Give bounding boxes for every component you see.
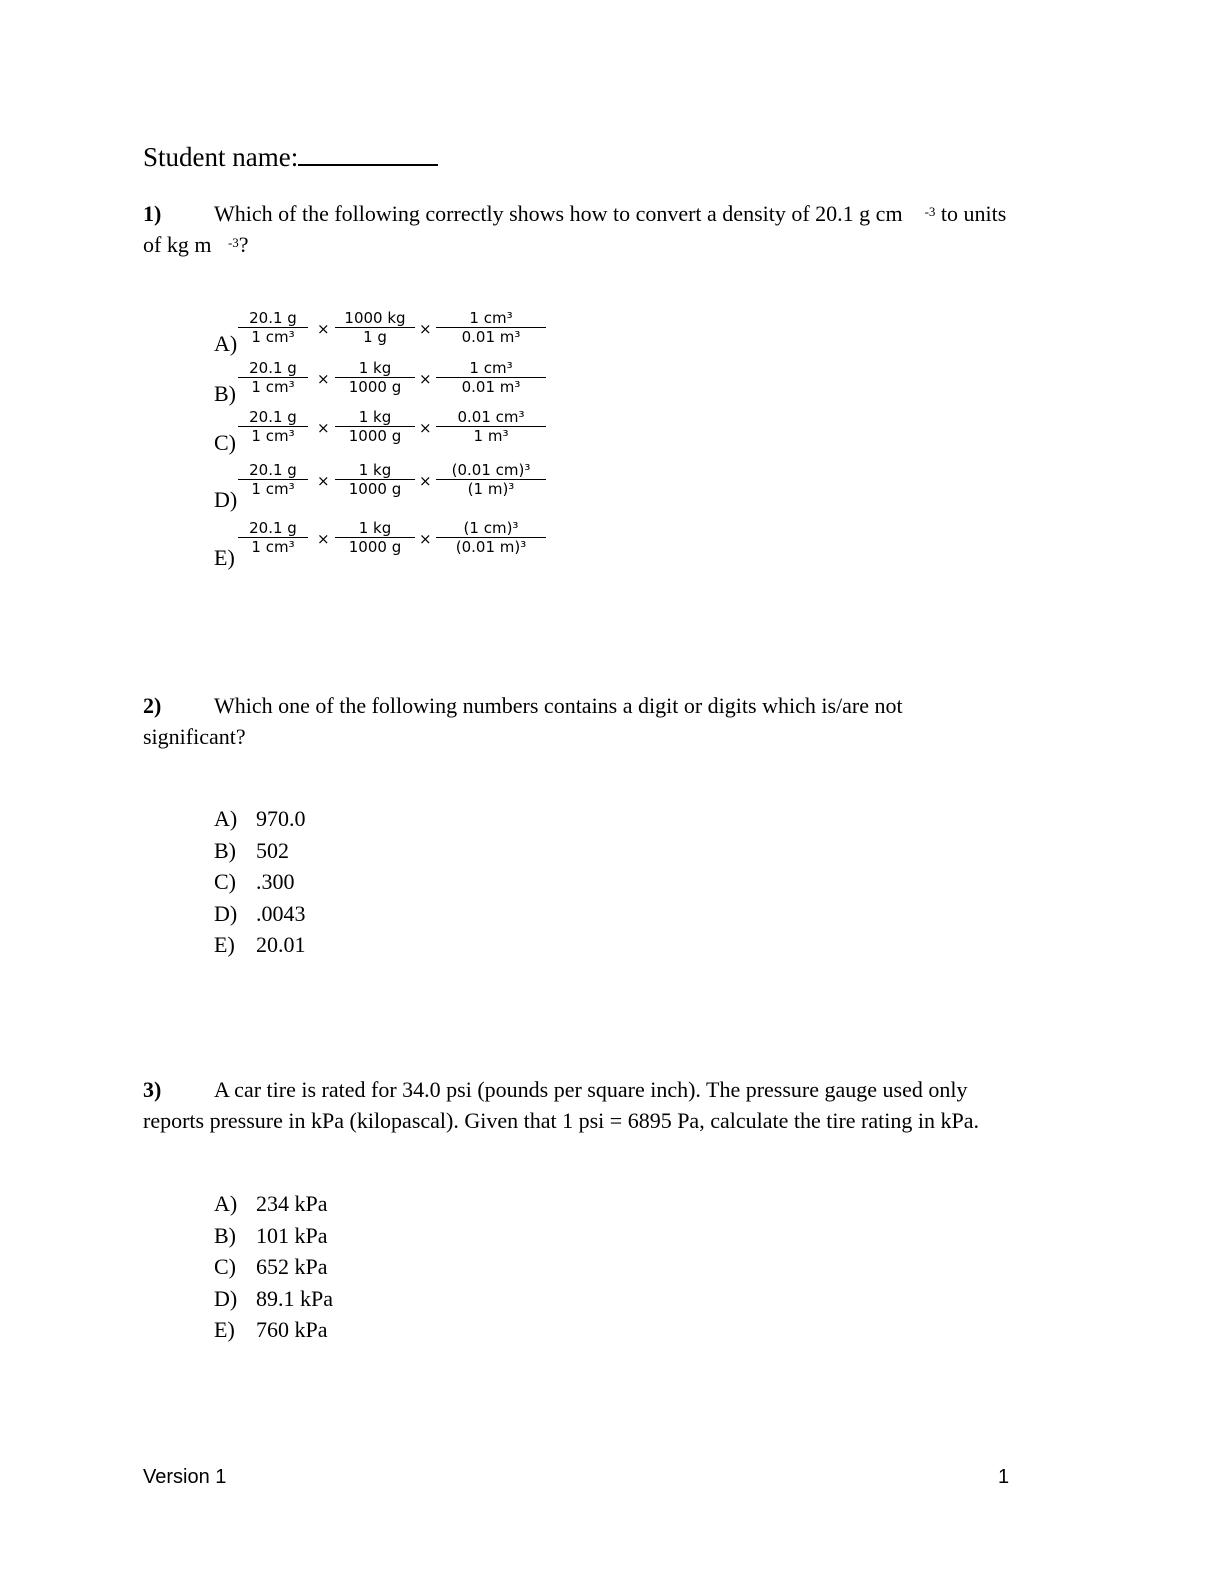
multiply-sign: × xyxy=(317,472,330,490)
option-label: A) xyxy=(214,331,238,356)
multiply-sign: × xyxy=(317,320,330,338)
option-label: C) xyxy=(214,869,236,894)
fraction-numerator: 1 kg xyxy=(335,461,415,480)
footer-page-number: 1 xyxy=(998,1466,1010,1488)
multiply-sign: × xyxy=(317,370,330,388)
student-name-label: Student name: xyxy=(143,142,299,172)
student-name-blank[interactable] xyxy=(298,142,438,166)
option-value: .0043 xyxy=(256,900,306,926)
option-value: .300 xyxy=(256,869,295,894)
option-label: E) xyxy=(214,932,235,957)
option-c[interactable] xyxy=(214,1251,333,1283)
option-a[interactable] xyxy=(214,1188,333,1220)
fraction xyxy=(436,309,546,346)
question-text: of kg m xyxy=(143,232,212,257)
fraction xyxy=(436,359,546,396)
fraction-denominator: 1000 g xyxy=(348,480,402,498)
multiply-sign: × xyxy=(419,530,432,548)
option-label: B) xyxy=(214,837,236,863)
question-number: 1) xyxy=(143,201,162,226)
option-value: 970.0 xyxy=(256,806,306,831)
fraction-denominator: 0.01 m³ xyxy=(461,328,521,346)
option-value: 652 kPa xyxy=(256,1254,328,1279)
fraction-denominator: (0.01 m)³ xyxy=(455,538,527,556)
option-d[interactable] xyxy=(214,898,306,930)
question-text: A car tire is rated for 34.0 psi (pounds per square inch). The pressure gauge used only xyxy=(214,1077,968,1102)
fraction-numerator: 20.1 g xyxy=(238,519,308,538)
option-label: C) xyxy=(214,430,236,455)
fraction-numerator: 1 cm³ xyxy=(436,359,546,378)
option-value: 502 xyxy=(256,837,289,863)
question-2-options xyxy=(214,803,306,961)
fraction-numerator: 20.1 g xyxy=(238,309,308,328)
footer-version: Version 1 xyxy=(143,1466,227,1488)
fraction xyxy=(335,519,415,556)
fraction-numerator: 20.1 g xyxy=(238,461,308,480)
option-b[interactable] xyxy=(214,1220,333,1252)
option-label: C) xyxy=(214,1254,236,1279)
fraction xyxy=(335,461,415,498)
option-value: 234 kPa xyxy=(256,1191,328,1216)
fraction xyxy=(238,461,308,498)
fraction-numerator: 1 kg xyxy=(335,408,415,427)
fraction-denominator: 0.01 m³ xyxy=(461,378,521,396)
option-label: D) xyxy=(214,900,238,926)
question-text: significant? xyxy=(143,724,246,749)
option-c[interactable] xyxy=(214,866,306,898)
fraction-numerator: (1 cm)³ xyxy=(436,519,546,538)
fraction-denominator: 1 cm³ xyxy=(251,328,295,346)
fraction-numerator: 20.1 g xyxy=(238,359,308,378)
fraction-numerator: 1 cm³ xyxy=(436,309,546,328)
option-a[interactable] xyxy=(214,309,554,355)
option-label: A) xyxy=(214,1191,238,1216)
question-3-options xyxy=(214,1188,333,1346)
fraction-numerator: 1 kg xyxy=(335,519,415,538)
option-d[interactable] xyxy=(214,461,554,512)
multiply-sign: × xyxy=(419,472,432,490)
option-label: A) xyxy=(214,806,238,831)
option-value: 101 kPa xyxy=(256,1222,328,1248)
question-text: ? xyxy=(238,232,249,257)
fraction-denominator: 1 g xyxy=(363,328,387,346)
question-text: Which one of the following numbers contains a digit or digits which is/are not xyxy=(214,693,903,718)
question-text: to units xyxy=(935,201,1007,226)
option-value: 760 kPa xyxy=(256,1317,328,1342)
fraction-numerator: 0.01 cm³ xyxy=(436,408,546,427)
option-d[interactable] xyxy=(214,1283,333,1315)
fraction-denominator: 1 cm³ xyxy=(251,378,295,396)
question-number: 3) xyxy=(143,1077,162,1102)
fraction xyxy=(238,359,308,396)
question-1 xyxy=(143,198,1083,260)
fraction-denominator: 1000 g xyxy=(348,538,402,556)
option-label: B) xyxy=(214,1222,236,1248)
question-text: reports pressure in kPa (kilopascal). Given that 1 psi = 6895 Pa, calculate the tire rating in kPa. xyxy=(143,1108,979,1133)
option-label: E) xyxy=(214,1317,235,1342)
multiply-sign: × xyxy=(317,419,330,437)
question-text: Which of the following correctly shows how to convert a density of 20.1 g cm xyxy=(214,201,903,226)
option-value: 89.1 kPa xyxy=(256,1285,333,1311)
fraction-denominator: 1 cm³ xyxy=(251,427,295,445)
fraction-denominator: 1 cm³ xyxy=(251,480,295,498)
option-e[interactable] xyxy=(214,519,554,570)
student-name-line xyxy=(143,142,438,173)
fraction xyxy=(238,519,308,556)
question-3 xyxy=(143,1074,1103,1136)
fraction xyxy=(238,309,308,346)
option-value: 20.01 xyxy=(256,932,306,957)
option-b[interactable] xyxy=(214,835,306,867)
fraction-denominator: 1000 g xyxy=(348,378,402,396)
fraction xyxy=(335,309,415,346)
multiply-sign: × xyxy=(317,530,330,548)
option-label: E) xyxy=(214,545,235,570)
superscript: -3 xyxy=(227,235,239,250)
option-b[interactable] xyxy=(214,359,554,405)
fraction xyxy=(436,408,546,445)
option-label: D) xyxy=(214,487,238,512)
superscript: -3 xyxy=(924,204,936,219)
fraction-denominator: 1000 g xyxy=(348,427,402,445)
fraction-denominator: 1 m³ xyxy=(473,427,509,445)
multiply-sign: × xyxy=(419,419,432,437)
fraction-denominator: (1 m)³ xyxy=(467,480,515,498)
option-e[interactable] xyxy=(214,1314,333,1346)
fraction-numerator: (0.01 cm)³ xyxy=(436,461,546,480)
option-c[interactable] xyxy=(214,408,554,454)
fraction xyxy=(436,519,546,556)
option-a[interactable] xyxy=(214,803,306,835)
question-2 xyxy=(143,690,1083,752)
fraction-numerator: 1000 kg xyxy=(335,309,415,328)
fraction xyxy=(335,408,415,445)
option-e[interactable] xyxy=(214,929,306,961)
question-number: 2) xyxy=(143,693,162,718)
fraction xyxy=(238,408,308,445)
fraction xyxy=(335,359,415,396)
fraction-denominator: 1 cm³ xyxy=(251,538,295,556)
fraction-numerator: 20.1 g xyxy=(238,408,308,427)
multiply-sign: × xyxy=(419,320,432,338)
option-label: D) xyxy=(214,1285,238,1311)
fraction-numerator: 1 kg xyxy=(335,359,415,378)
multiply-sign: × xyxy=(419,370,432,388)
fraction xyxy=(436,461,546,498)
option-label: B) xyxy=(214,381,236,406)
